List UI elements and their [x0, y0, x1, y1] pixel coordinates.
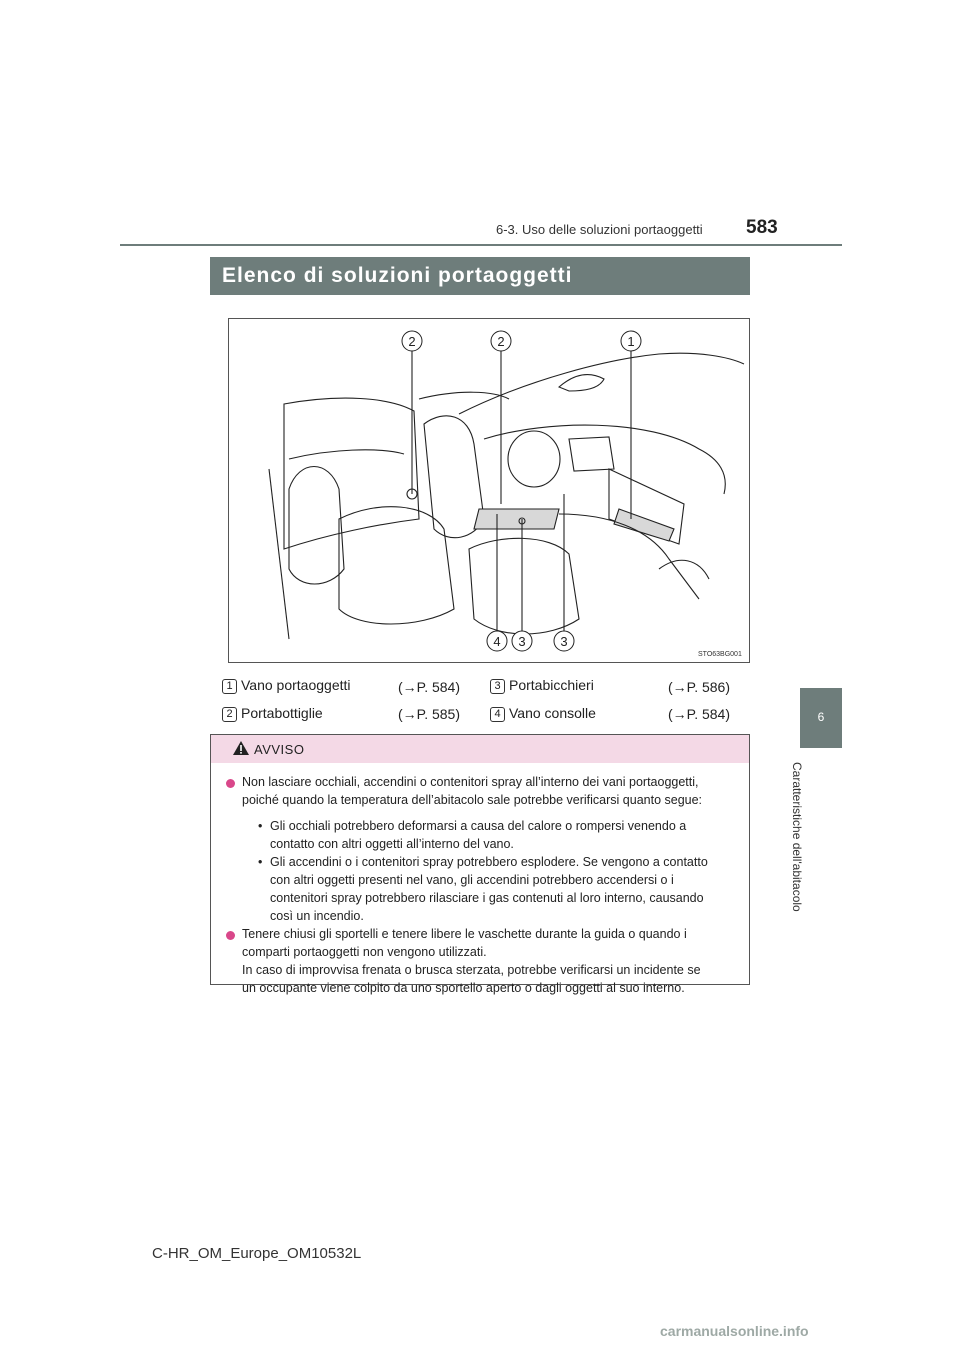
section-title: 6-3. Uso delle soluzioni portaoggetti: [496, 222, 703, 237]
callout-2a: 2: [408, 334, 416, 349]
roof-line: [459, 353, 744, 414]
bullet-1-line-1: Non lasciare occhiali, accendini o contenitori spray all’interno dei vani portaoggetti,: [242, 775, 699, 789]
grab-handle: [419, 392, 509, 399]
legend-ref-3[interactable]: (→P. 586): [668, 679, 730, 695]
legend-num: 2: [222, 707, 237, 722]
car-interior-drawing: [229, 319, 749, 662]
rear-seat-left: [289, 467, 344, 585]
warning-label: AVVISO: [254, 742, 305, 757]
legend-label: Vano consolle: [509, 705, 596, 721]
sub-bullet-mark: •: [258, 819, 263, 833]
callout-3a: 3: [518, 634, 526, 649]
console-tray: [474, 509, 559, 529]
bullet-2-line-2: comparti portaoggetti non vengono utilizzati.: [242, 945, 487, 959]
callout-1: 1: [627, 334, 635, 349]
legend-ref-2[interactable]: (→P. 585): [398, 706, 460, 722]
rear-door-panel: [284, 398, 419, 549]
figure-code: STO63BG001: [698, 651, 742, 658]
sub-2-line-1: Gli accendini o i contenitori spray potrebbero esplodere. Se vengono a contatto: [270, 855, 708, 869]
legend-item-2: [222, 705, 323, 722]
glove-box-highlight: [614, 509, 674, 541]
warning-triangle-icon: [232, 740, 250, 761]
bullet-icon: [226, 931, 235, 940]
legend-label: Portabicchieri: [509, 677, 594, 693]
bullet-2-line-3: In caso di improvvisa frenata o brusca sterzata, potrebbe verificarsi un incidente se: [242, 963, 701, 977]
door-trim: [289, 450, 404, 459]
interior-illustration: [228, 318, 750, 663]
page-heading: Elenco di soluzioni portaoggetti: [222, 264, 573, 287]
callout-4: 4: [493, 634, 501, 649]
sub-1-line-2: contatto con altri oggetti all’interno del vano.: [270, 837, 514, 851]
bullet-1-line-2: poiché quando la temperatura dell’abitacolo sale potrebbe verificarsi quanto segue:: [242, 793, 703, 807]
footer-doc-id: C-HR_OM_Europe_OM10532L: [152, 1245, 362, 1262]
chapter-tab-number: 6: [817, 710, 825, 724]
bullet-icon: [226, 779, 235, 788]
rear-seat-cushion: [339, 507, 454, 624]
watermark: carmanualsonline.info: [660, 1323, 809, 1339]
legend-item-1: [222, 677, 351, 694]
legend-label: Portabottiglie: [241, 705, 323, 721]
sub-1-line-1: Gli occhiali potrebbero deformarsi a causa del calore o rompersi venendo a: [270, 819, 687, 833]
chapter-label: [790, 762, 806, 942]
legend-num: 3: [490, 679, 505, 694]
steering-wheel: [508, 431, 560, 487]
legend-item-3: [490, 677, 594, 694]
callout-2b: 2: [497, 334, 505, 349]
sub-2-line-2: con altri oggetti presenti nel vano, gli accendini potrebbero accendersi o i: [270, 873, 674, 887]
callout-3b: 3: [560, 634, 568, 649]
center-display: [569, 437, 614, 471]
bullet-2-line-4: un occupante viene colpito da uno sportello aperto o dagli oggetti al suo interno.: [242, 981, 685, 995]
front-seat-back: [424, 416, 484, 538]
door-edge: [269, 469, 289, 639]
legend-ref-4[interactable]: (→P. 584): [668, 706, 730, 722]
sub-bullet-mark: •: [258, 855, 263, 869]
legend-num: 4: [490, 707, 505, 722]
chapter-label-text: Caratteristiche dell'abitacolo: [790, 762, 804, 912]
header-rule: [120, 244, 842, 246]
front-seat-cushion: [469, 538, 579, 634]
sub-2-line-3: contenitori spray potrebbero rilasciare i gas contenuti al loro interno, causando: [270, 891, 704, 905]
legend-label: Vano portaoggetti: [241, 677, 351, 693]
floor-line: [659, 560, 709, 579]
rearview-mirror: [559, 375, 604, 391]
page-number: 583: [746, 217, 778, 238]
console-side: [559, 514, 699, 599]
bullet-2-line-1: Tenere chiusi gli sportelli e tenere libere le vaschette durante la guida o quando i: [242, 927, 687, 941]
legend-num: 1: [222, 679, 237, 694]
legend-item-4: [490, 705, 596, 722]
sub-2-line-4: così un incendio.: [270, 909, 364, 923]
legend-ref-1[interactable]: (→P. 584): [398, 679, 460, 695]
